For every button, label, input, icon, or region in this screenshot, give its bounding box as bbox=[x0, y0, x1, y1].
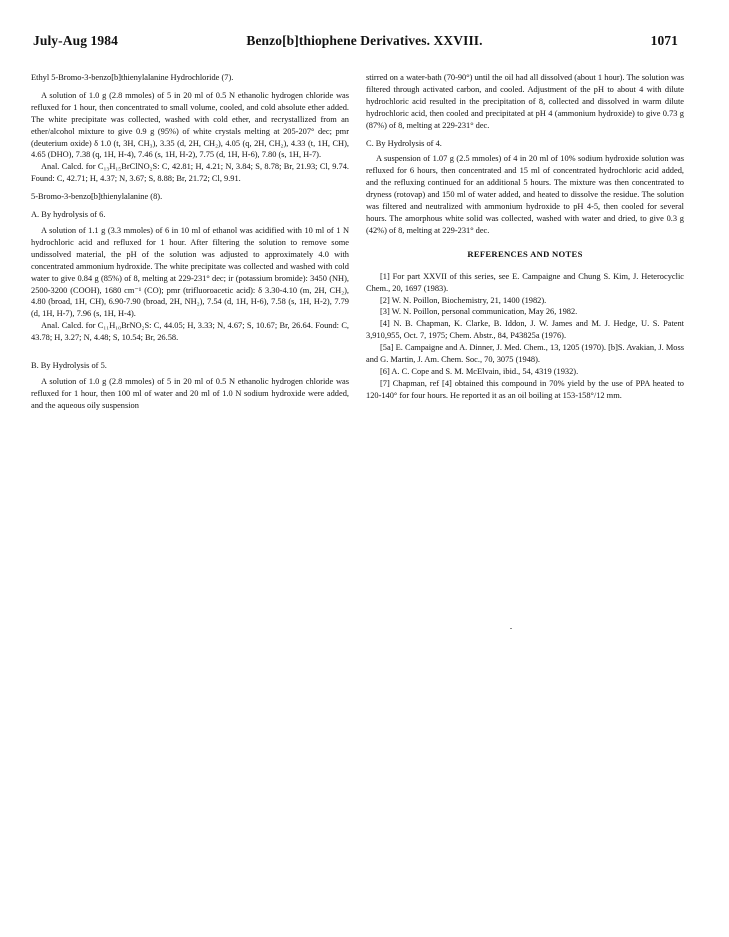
reference-7: [7] Chapman, ref [4] obtained this compound in 70% yield by the use of PPA heated to 120-140° for four hours. He reported it as an oil boiling at 153-158°/12 mm. bbox=[366, 378, 684, 400]
method-a-procedure: A solution of 1.1 g (3.3 mmoles) of 6 in 10 ml of ethanol was acidified with 10 ml of 1 N hydrochloric acid and refluxed for 1 hour. After filtering the solution to remove some undissolved material, the pH of the solution was adjusted to approximately 4.0 with concentrated ammonium hydroxide. The white precipitate was collected and washed with cold water to give 0.84 g (85%) of 8, melting at 229-231° dec; ir (potassium bromide): 3450 (NH), 2500-3200 (COOH), 1680 cm⁻¹ (CO); pmr (trifluoroacetic acid): δ 3.30-4.10 (m, 2H, CH₂), 4.80 (broad, 1H, CH), 6.90-7.90 (broad, 2H, NH₂), 7.54 (d, 1H, H-6), 7.58 (s, 1H, H-2), 7.79 (d, 1H, H-7), 7.96 (s, 1H, H-4). bbox=[31, 225, 349, 319]
method-c-procedure: A suspension of 1.07 g (2.5 mmoles) of 4 in 20 ml of 10% sodium hydroxide solution was refluxed for 6 hours, then concentrated and 15 ml of concentrated hydrochloric acid added, and the refluxing continued for an additional 5 hours. The mixture was then concentrated to dryness (rotovap) and 150 ml of water added, and heated to dissolve the residue. The solution was filtered and neutralized with ammonium hydroxide to pH 4-5, then cooled for several hours. The amorphous white solid was collected, washed with water and dried, to give 0.3 g (42%) of 8, melting at 229-231° dec. bbox=[366, 154, 684, 235]
references-heading: REFERENCES AND NOTES bbox=[467, 248, 583, 259]
reference-6: [6] A. C. Cope and S. M. McElvain, ibid., 54, 4319 (1932). bbox=[380, 366, 579, 376]
reference-5: [5a] E. Campaigne and A. Dinner, J. Med. Chem., 13, 1205 (1970). [b]S. Avakian, J. Moss and G. Martin, J. Am. Chem. Soc., 70, 3075 (1948). bbox=[366, 343, 684, 365]
reference-3: [3] W. N. Poillon, personal communication, May 26, 1982. bbox=[380, 307, 578, 317]
left-column bbox=[31, 72, 349, 412]
running-header-date: July-Aug 1984 bbox=[33, 33, 118, 48]
compound-7-analysis: Anal. Calcd. for C₁₃H₁₅BrClNO₂S: C, 42.81; H, 4.21; N, 3.84; S, 8.78; Br, 21.93; Cl, 9.74. Found: C, 42.71; H, 4.37; N, 3.67; S, 8.88; Br, 21.72; Cl, 9.91. bbox=[31, 162, 349, 184]
compound-8-analysis: Anal. Calcd. for C₁₁H₁₀BrNO₂S: C, 44.05; H, 3.33; N, 4.67; S, 10.67; Br, 26.64. Found: C, 43.78; H, 3.27; N, 4.48; S, 10.54; Br, 26.58. bbox=[31, 321, 349, 343]
method-c-heading: C. By Hydrolysis of 4. bbox=[366, 138, 442, 148]
compound-7-title: Ethyl 5-Bromo-3-benzo[b]thienylalanine Hydrochloride (7). bbox=[31, 73, 234, 82]
method-b-heading: B. By Hydrolysis of 5. bbox=[31, 361, 107, 371]
scan-speck bbox=[510, 628, 512, 629]
right-column bbox=[366, 72, 684, 402]
method-a-heading: A. By hydrolysis of 6. bbox=[31, 210, 106, 220]
reference-4: [4] N. B. Chapman, K. Clarke, B. Iddon, J. W. James and M. J. Hedge, U. S. Patent 3,910,955, Oct. 7, 1975; Chem. Abstr., 84, P43825a (1976). bbox=[366, 319, 684, 341]
reference-1: [1] For part XXVII of this series, see E. Campaigne and Chung S. Kim, J. Heterocyclic Chem., 20, 1697 (1983). bbox=[366, 271, 684, 293]
page-number: 1071 bbox=[650, 33, 678, 48]
reference-2: [2] W. N. Poillon, Biochemistry, 21, 1400 (1982). bbox=[380, 295, 547, 305]
running-header-title: Benzo[b]thiophene Derivatives. XXVIII. bbox=[246, 33, 483, 48]
compound-7-procedure: A solution of 1.0 g (2.8 mmoles) of 5 in 20 ml of 0.5 N ethanolic hydrogen chloride was refluxed for 1 hour, then concentrated to small volume, cooled, and cold absolute ether added. The white precipitate was collected, washed with cold ether, and recrystallized from an ether/alcohol mixture to give 0.9 g (95%) of white crystals melting at 205-207° dec; pmr (deuterium oxide) δ 1.0 (t, 3H, CH₃), 3.35 (d, 2H, CH₂), 4.05 (q, 2H, CH₂), 4.33 (t, 1H, CH), 4.65 (DHO), 7.38 (q, 1H, H-4), 7.46 (s, 1H, H-2), 7.75 (d, 1H, H-6), 7.80 (s, 1H, H-7). bbox=[31, 90, 349, 160]
compound-8-title: 5-Bromo-3-benzo[b]thienylalanine (8). bbox=[31, 192, 163, 202]
method-b-procedure: A solution of 1.0 g (2.8 mmoles) of 5 in 20 ml of 0.5 N ethanolic hydrogen chloride was refluxed for 1 hour, then 100 ml of water and 20 ml of 1.0 N sodium hydroxide were added, and the aqueous oily suspension bbox=[31, 376, 349, 410]
method-b-procedure-continued: stirred on a water-bath (70-90°) until the oil had all dissolved (about 1 hour). The solution was filtered through activated carbon, and cooled. Adjustment of the pH to about 4 with dilute hydrochloric acid resulted in the precipitation of 8, collected and dissolved in warm dilute hydrochloric acid, then cooled and precipitated at pH 4 (ammonium hydroxide) to give 0.73 g (87%) of 8, melting at 229-231° dec. bbox=[366, 73, 684, 130]
